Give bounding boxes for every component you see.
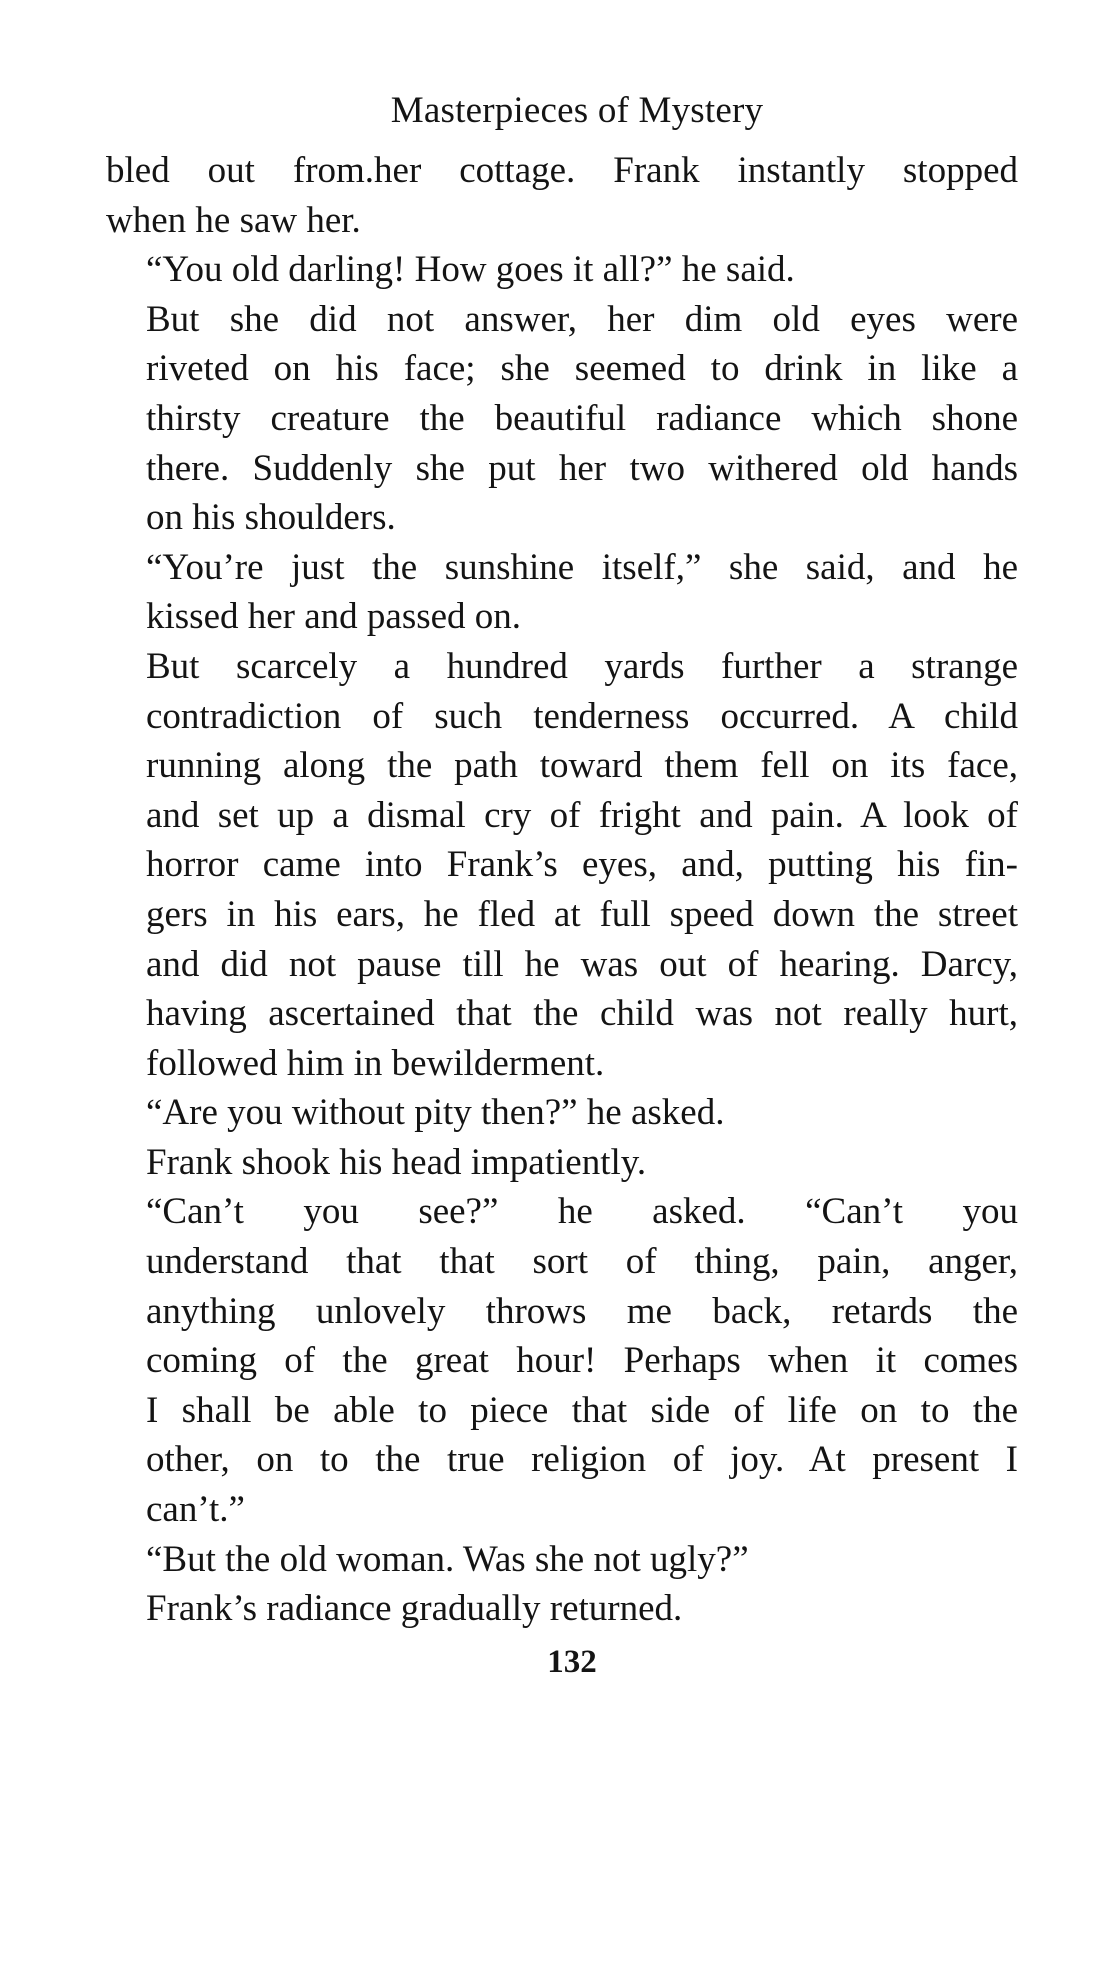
text-line: “Can’t you see?” he asked. “Can’t you [146,1191,1018,1233]
text-line: “You’re just the sunshine itself,” she said, and he [146,546,1018,588]
paragraph [106,642,1018,1088]
text-line: gers in his ears, he fled at full speed down the street [146,893,1018,935]
text-line: coming of the great hour! Perhaps when it comes [146,1340,1018,1382]
page-number: 132 [547,1643,597,1680]
text-line: and did not pause till he was out of hearing. Darcy, [146,943,1018,985]
paragraph [106,295,1018,543]
body-text [106,146,1018,1634]
paragraph [106,1584,1018,1634]
text-line: other, on to the true religion of joy. At present I [146,1439,1018,1481]
text-line: anything unlovely throws me back, retards the [146,1290,1018,1332]
paragraph [106,1088,1018,1138]
text-line: bled out from.her cottage. Frank instantly stopped [106,150,1018,191]
text-line: riveted on his face; she seemed to drink in like a [146,348,1018,390]
text-line: “But the old woman. Was she not ugly?” [146,1538,749,1580]
paragraph [106,1187,1018,1534]
text-line: thirsty creature the beautiful radiance which shone [146,397,1018,439]
text-line: I shall be able to piece that side of life on to the [146,1389,1018,1431]
text-line: there. Suddenly she put her two withered old hands [146,447,1018,489]
paragraph [106,543,1018,642]
text-line: Frank shook his head impatiently. [146,1141,647,1183]
text-line: followed him in bewilderment. [146,1042,605,1084]
text-line: But scarcely a hundred yards further a strange [146,645,1018,687]
text-line: But she did not answer, her dim old eyes were [146,298,1018,340]
paragraph [106,1138,1018,1188]
text-line: “You old darling! How goes it all?” he said. [146,249,795,291]
text-line: and set up a dismal cry of fright and pain. A look of [146,794,1018,836]
running-head: Masterpieces of Mystery [390,90,764,131]
paragraph [106,245,1018,295]
text-line: “Are you without pity then?” he asked. [146,1092,725,1134]
paragraph [106,146,1018,245]
text-line: when he saw her. [106,199,361,241]
text-line: on his shoulders. [146,497,396,539]
text-line: having ascertained that the child was not really hurt, [146,993,1018,1035]
text-line: kissed her and passed on. [146,596,522,638]
text-line: horror came into Frank’s eyes, and, putting his fin- [146,844,1018,886]
text-line: understand that that sort of thing, pain, anger, [146,1241,1018,1283]
text-line: can’t.” [146,1489,245,1531]
text-line: contradiction of such tenderness occurred. A child [146,695,1018,737]
text-line: Frank’s radiance gradually returned. [146,1588,683,1630]
book-page [106,88,1018,1682]
text-line: running along the path toward them fell on its face, [146,745,1018,787]
paragraph [106,1535,1018,1585]
